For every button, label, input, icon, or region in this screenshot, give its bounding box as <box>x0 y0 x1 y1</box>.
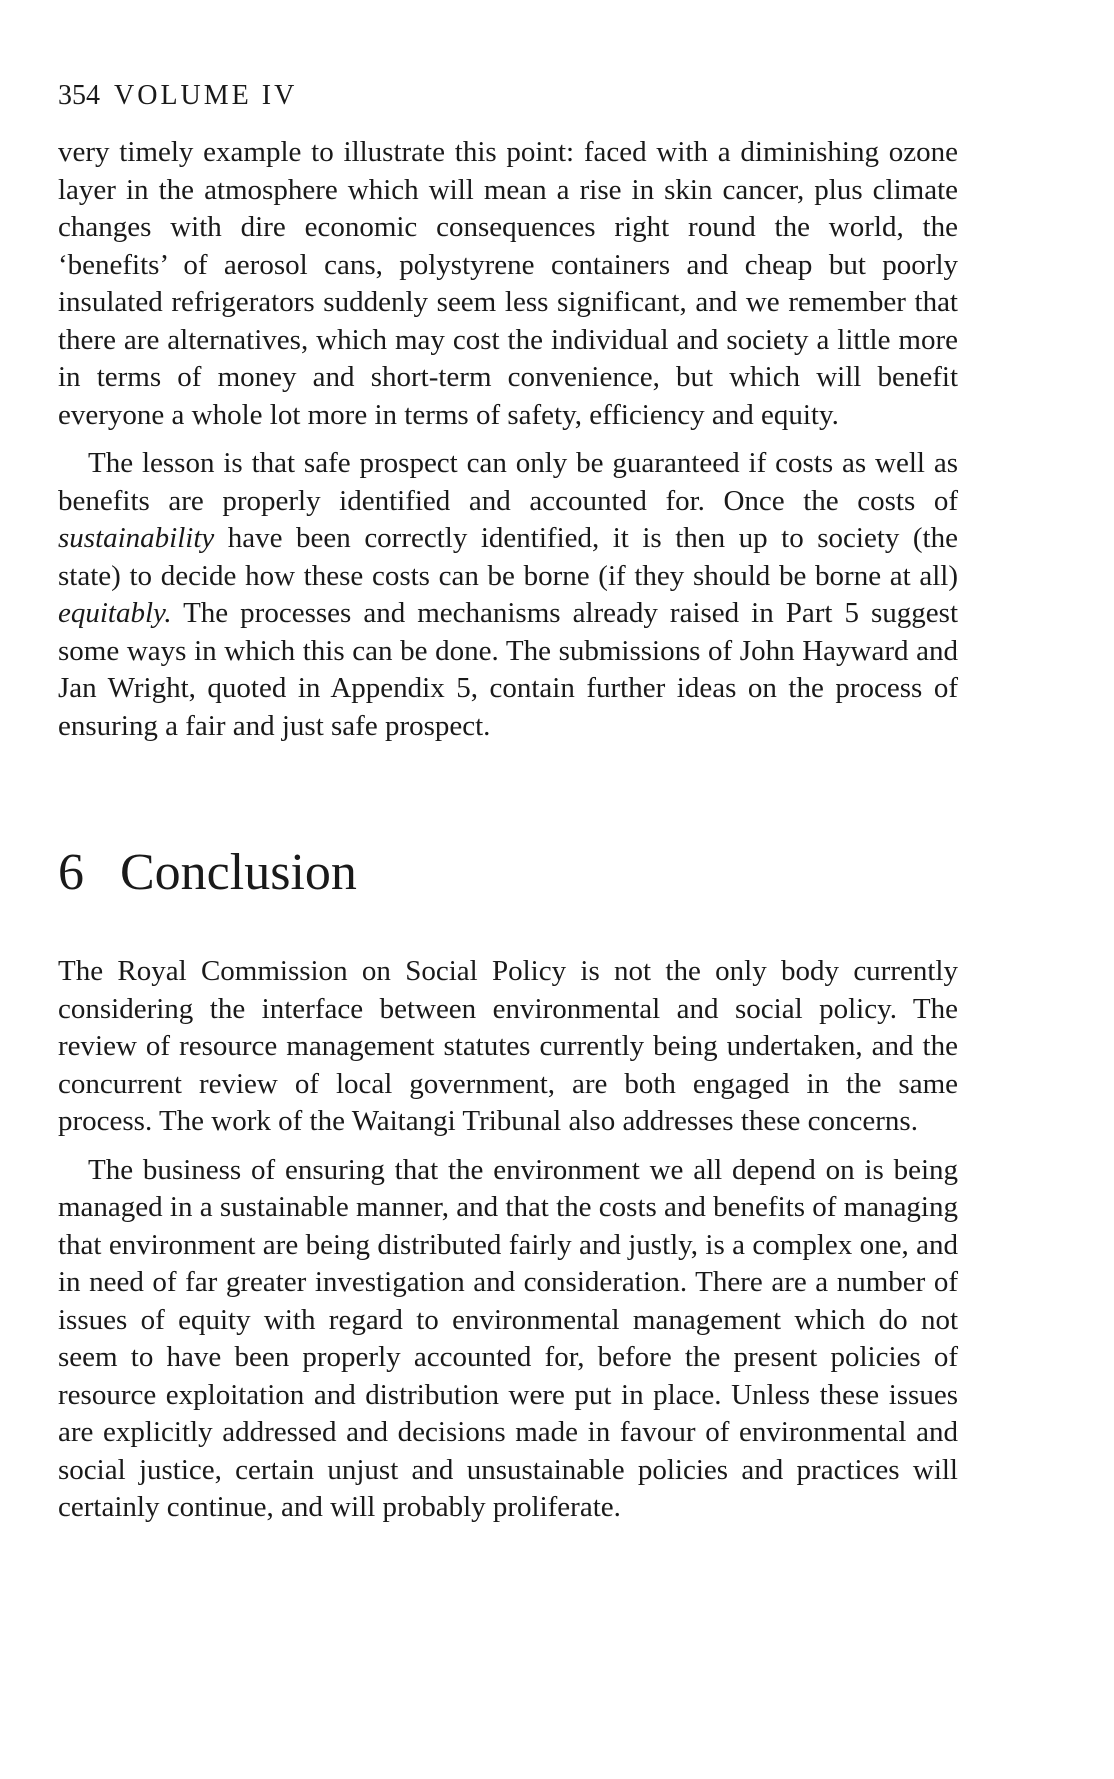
volume-title: VOLUME IV <box>114 80 298 111</box>
section-heading <box>58 841 958 905</box>
paragraph-continued: very timely example to illustrate this point: faced with a diminishing ozone layer in the atmosphere which will mean a rise in skin cancer, plus climate changes with dire economic consequences right round the world, the ‘benefits’ of aerosol cans, polystyrene containers and cheap but poorly insulated refrigerators suddenly seem less significant, and we remember that there are alternatives, which may cost the individual and society a little more in terms of money and short-term convenience, but which will benefit everyone a whole lot more in terms of safety, efficiency and equity. <box>58 136 958 431</box>
paragraph-lesson-text-2: have been correctly identified, it is then up to society (the state) to decide how these costs can be borne (if they should be borne at all) <box>58 522 958 592</box>
section-title: Conclusion <box>120 844 357 901</box>
paragraph-commission: The Royal Commission on Social Policy is not the only body currently considering the interface between environmental and social policy. The review of resource management statutes currently being undertaken, and the concurrent review of local government, are both engaged in the same process. The work of the Waitangi Tribunal also addresses these concerns. <box>58 955 958 1137</box>
paragraph-lesson-text-1: The lesson is that safe prospect can only be guaranteed if costs as well as benefits are properly identified and accounted for. Once the costs of <box>58 447 958 517</box>
paragraph-business: The business of ensuring that the environment we all depend on is being managed in a sustainable manner, and that the costs and benefits of managing that environment are being distributed fairly and justly, is a complex one, and in need of far greater investigation and consideration. There are a number of issues of equity with regard to environmental management which do not seem to have been properly accounted for, before the present policies of resource exploitation and distribution were put in place. Unless these issues are explicitly addressed and decisions made in favour of environmental and social justice, certain unjust and unsustainable policies and practices will certainly continue, and will probably proliferate. <box>58 1153 958 1523</box>
section-number: 6 <box>58 844 84 901</box>
running-head <box>58 78 958 114</box>
emphasis-equitably: equitably. <box>58 597 172 629</box>
emphasis-sustainability: sustainability <box>58 522 215 554</box>
book-page <box>58 78 958 1527</box>
page-number: 354 <box>58 80 100 111</box>
paragraph-lesson-text-3: The processes and mechanisms already raised in Part 5 suggest some ways in which this can be done. The submissions of John Hayward and Jan Wright, quoted in Appendix 5, contain further ideas on the process of ensuring a fair and just safe prospect. <box>58 597 958 742</box>
paragraph-lesson <box>58 445 958 745</box>
